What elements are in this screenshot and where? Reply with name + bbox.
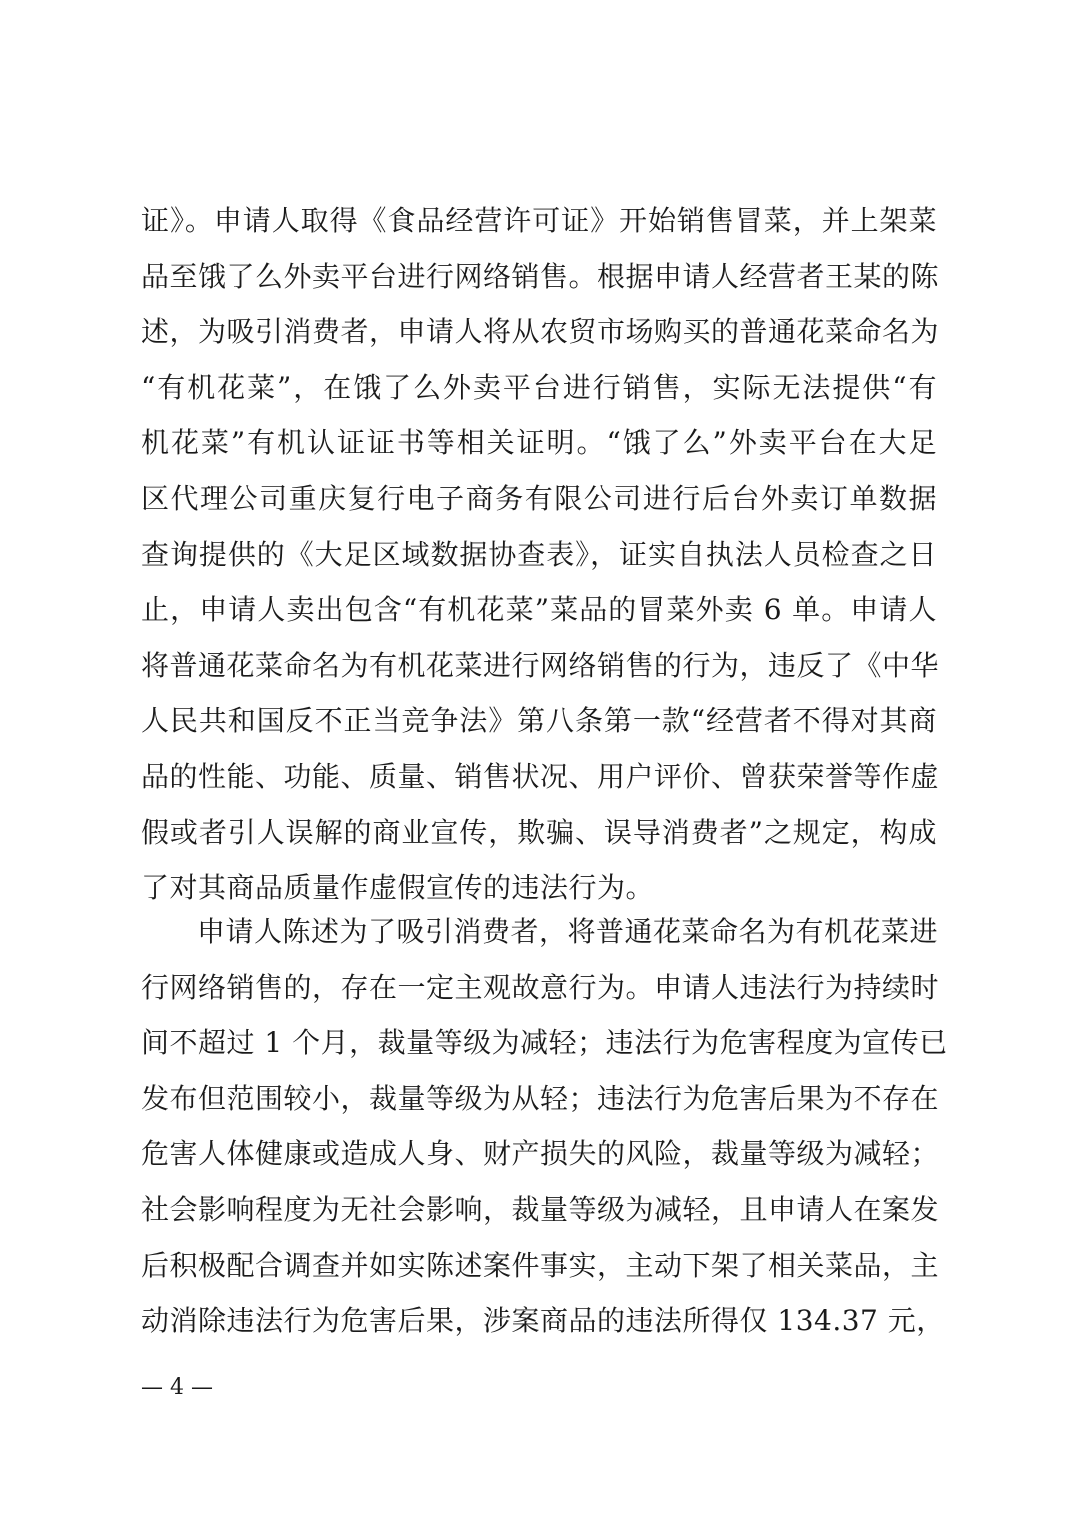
text-line: 品至饿了么外卖平台进行网络销售。根据申请人经营者王某的陈 (141, 259, 940, 293)
text-line: 申请人陈述为了吸引消费者，将普通花菜命名为有机花菜进 (197, 915, 939, 948)
text-line: 假或者引人误解的商业宣传，欺骗、误导消费者”之规定，构成 (141, 815, 937, 849)
text-line: 动消除违法行为危害后果，涉案商品的违法所得仅 134.37 元， (141, 1304, 945, 1338)
text-line: 区代理公司重庆复行电子商务有限公司进行后台外卖订单数据 (141, 481, 937, 515)
paragraph-2 (141, 904, 948, 1349)
text-line: 危害人体健康或造成人身、财产损失的风险，裁量等级为减轻； (141, 1137, 940, 1171)
text-line: 查询提供的《大足区域数据协查表》，证实自执法人员检查之日 (141, 537, 937, 571)
text-line: 社会影响程度为无社会影响，裁量等级为减轻，且申请人在案发 (141, 1192, 940, 1226)
text-line: 间不超过 1 个月，裁量等级为减轻；违法行为危害程度为宣传已 (141, 1026, 948, 1060)
text-line: 将普通花菜命名为有机花菜进行网络销售的行为，违反了《中华 (141, 648, 940, 682)
text-line: 止，申请人卖出包含“有机花菜”菜品的冒菜外卖 6 单。申请人 (141, 593, 937, 627)
text-line: 后积极配合调查并如实陈述案件事实，主动下架了相关菜品，主 (141, 1248, 940, 1282)
text-line: 证》。申请人取得《食品经营许可证》开始销售冒菜，并上架菜 (141, 204, 937, 237)
text-line: 发布但范围较小，裁量等级为从轻；违法行为危害后果为不存在 (141, 1081, 940, 1115)
text-line: 机花菜”有机认证证书等相关证明。“饿了么”外卖平台在大足 (141, 426, 937, 460)
paragraph-1 (141, 193, 940, 916)
text-line: 行网络销售的，存在一定主观故意行为。申请人违法行为持续时 (141, 970, 940, 1004)
text-line: “有机花菜”，在饿了么外卖平台进行销售，实际无法提供“有 (141, 370, 937, 404)
text-line: 了对其商品质量作虚假宣传的违法行为。 (141, 871, 655, 905)
page-number: — 4 — (141, 1375, 213, 1400)
text-line: 述，为吸引消费者，申请人将从农贸市场购买的普通花菜命名为 (141, 315, 940, 349)
text-line: 品的性能、功能、质量、销售状况、用户评价、曾获荣誉等作虚 (141, 759, 940, 793)
text-line: 人民共和国反不正当竞争法》第八条第一款“经营者不得对其商 (141, 704, 937, 738)
